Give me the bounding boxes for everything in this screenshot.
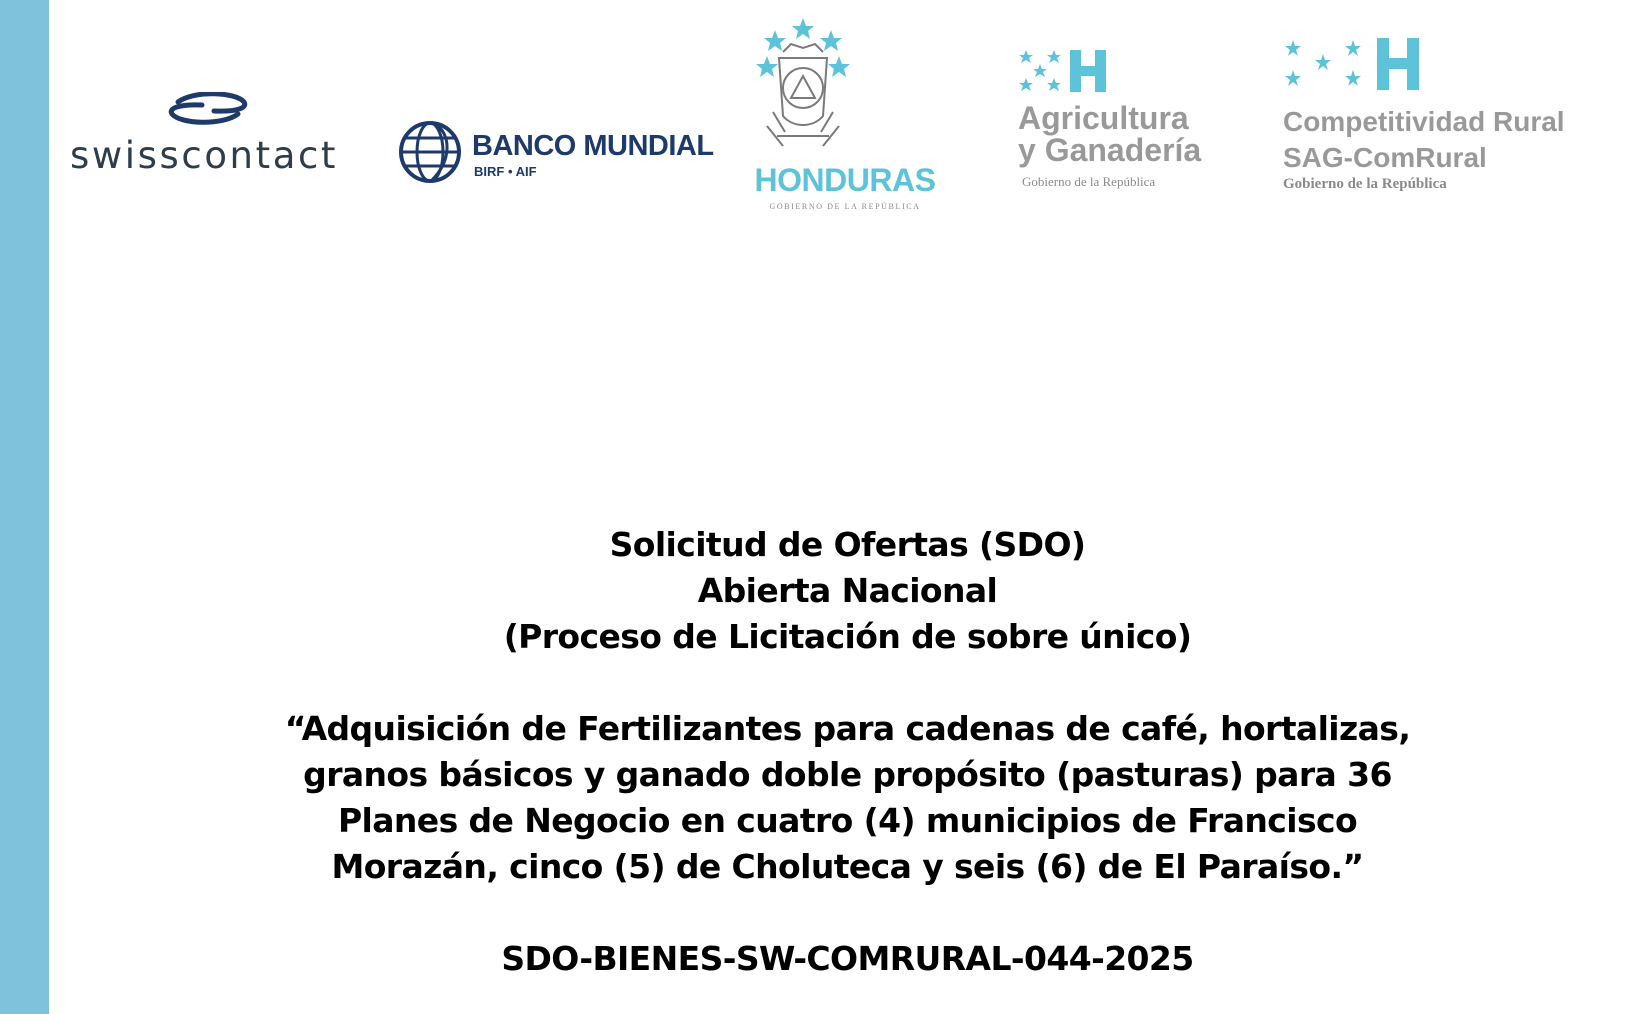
swisscontact-logo [70,92,350,177]
stars-h-icon [1283,36,1443,96]
agricultura-ganaderia-logo [1018,46,1258,196]
agricultura-subtitle: Gobierno de la República [1022,174,1156,189]
heading-line-1: Solicitud de Ofertas (SDO) [609,525,1086,564]
comrural-subtitle: Gobierno de la República [1283,176,1447,192]
honduras-name: HONDURAS [754,162,936,198]
title-line-4: Morazán, cinco (5) de Choluteca y seis (6) de El Paraíso.” [331,847,1364,886]
side-accent-bar [0,0,49,1014]
honduras-coat-of-arms-icon [745,16,945,160]
title-line-2: granos básicos y ganado doble propósito (pasturas) para 36 [303,755,1392,794]
comrural-line1: Competitividad Rural [1283,106,1565,137]
swisscontact-swirl-icon [166,92,250,126]
title-line-1: “Adquisición de Fertilizantes para cadenas de café, hortalizas, [284,709,1411,748]
agricultura-line2: y Ganadería [1018,132,1202,168]
reference-code: SDO-BIENES-SW-COMRURAL-044-2025 [501,939,1194,978]
comrural-logo [1283,36,1643,196]
heading-line-2: Abierta Nacional [697,571,998,610]
agricultura-line1: Agricultura [1018,100,1189,136]
procurement-title [49,706,1646,890]
comrural-line2: SAG-ComRural [1283,142,1487,173]
swisscontact-wordmark: swisscontact [70,134,339,177]
banco-mundial-name: BANCO MUNDIAL [472,130,714,162]
globe-icon [398,120,462,184]
title-line-3: Planes de Negocio en cuatro (4) municipios de Francisco [337,801,1358,840]
stars-h-icon [1018,46,1158,96]
honduras-logo [745,16,945,216]
heading-line-3: (Proceso de Licitación de sobre único) [503,617,1192,656]
document-heading [49,522,1646,660]
honduras-subtitle: GOBIERNO DE LA REPÚBLICA [769,202,921,211]
banco-mundial-logo [398,120,714,190]
banco-mundial-subtitle: BIRF • AIF [474,164,537,179]
